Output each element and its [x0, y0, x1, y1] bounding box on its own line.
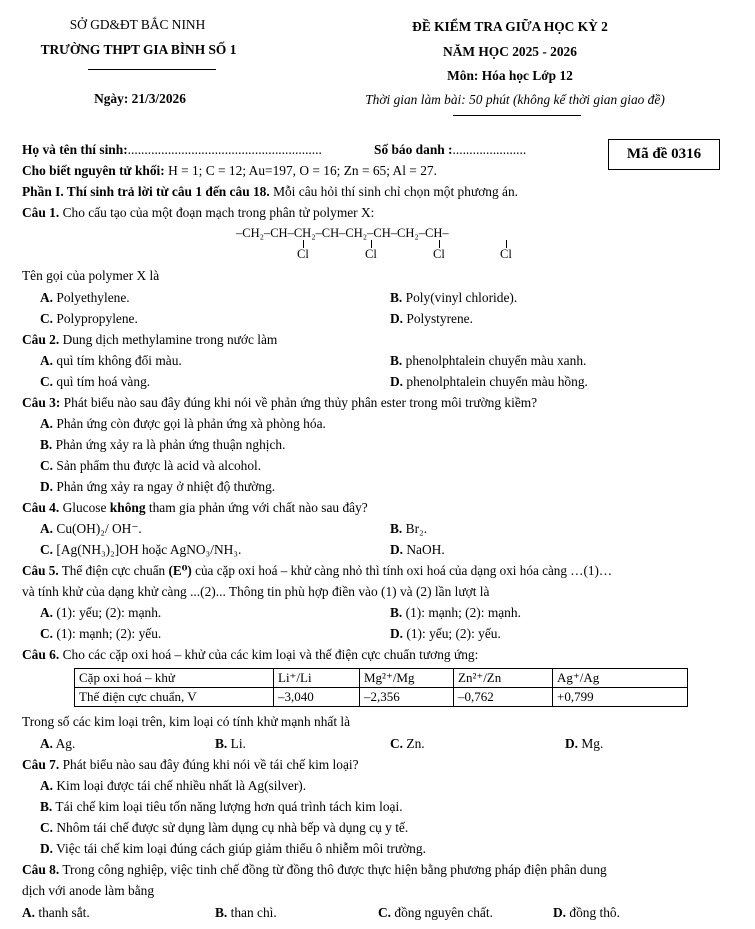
letter-c: C. [40, 458, 54, 473]
cl-2: Cl [365, 247, 377, 261]
q2-d-text: phenolphtalein chuyển màu hồng. [406, 374, 588, 389]
letter-a: A. [40, 290, 54, 305]
q5-stem [22, 563, 612, 578]
letter-c: C. [40, 820, 54, 835]
table-cell: Cặp oxi hoá – khử [75, 669, 274, 688]
q5-label: Câu 5. [22, 563, 59, 578]
q8-c-text: đồng nguyên chất. [394, 905, 493, 920]
letter-b: B. [390, 353, 403, 368]
cl-1: Cl [297, 247, 309, 261]
q1-b-text: Poly(vinyl chloride). [405, 290, 518, 305]
q3-option-c[interactable] [40, 458, 261, 473]
q5-option-c[interactable] [40, 626, 161, 641]
cl-4: Cl [500, 247, 512, 261]
q7-stem [22, 757, 359, 772]
table-row [75, 688, 688, 707]
letter-a: A. [40, 736, 54, 751]
q8-line2: dịch với anode làm bằng [22, 883, 155, 898]
time-underline [453, 115, 581, 116]
q4-option-c[interactable] [40, 542, 241, 557]
atomic-values: H = 1; C = 12; Au=197, O = 16; Zn = 65; Al = 27. [164, 163, 437, 178]
q8-d-text: đồng thô. [569, 905, 620, 920]
part1-label: Phần I. Thí sinh trả lời từ câu 1 đến câu 18. [22, 184, 270, 199]
q2-c-text: quì tím hoá vàng. [56, 374, 151, 389]
q4-option-a[interactable] [40, 521, 142, 536]
q1-stem [22, 205, 374, 220]
table-cell: Zn²⁺/Zn [454, 669, 553, 688]
q1-option-b[interactable] [390, 290, 517, 305]
letter-d: D. [565, 736, 579, 751]
table-cell: –0,762 [454, 688, 553, 707]
q6-d-text: Mg. [581, 736, 604, 751]
q8-stem [22, 862, 607, 877]
q7-a-text: Kim loại được tái chế nhiều nhất là Ag(silver). [56, 778, 307, 793]
q4-stem [22, 500, 368, 515]
q6-option-b[interactable] [215, 736, 246, 751]
q1-c-text: Polypropylene. [56, 311, 138, 326]
q7-d-text: Việc tái chế kim loại đúng cách giúp giảm thiểu ô nhiễm môi trường. [56, 841, 426, 856]
q7-option-b[interactable] [40, 799, 403, 814]
q5-line2: và tính khử của dạng khử càng ...(2)... Thông tin phù hợp điền vào (1) và (2) lần lượt là [22, 584, 490, 599]
letter-b: B. [390, 521, 403, 536]
q4-option-b[interactable] [390, 521, 427, 536]
q3-option-d[interactable] [40, 479, 275, 494]
sbd-line [374, 142, 526, 157]
q5-a-text: (1): yếu; (2): mạnh. [56, 605, 162, 620]
letter-d: D. [40, 479, 54, 494]
q8-option-c[interactable] [378, 905, 493, 920]
letter-c: C. [390, 736, 404, 751]
q2-option-d[interactable] [390, 374, 588, 389]
table-header-row [75, 669, 688, 688]
q1-label: Câu 1. [22, 205, 60, 220]
q1-option-d[interactable] [390, 311, 473, 326]
q8-option-d[interactable] [553, 905, 620, 920]
q5-option-b[interactable] [390, 605, 521, 620]
q6-text: Cho các cặp oxi hoá – khử của các kim loại và thế điện cực chuẩn tương ứng: [59, 647, 479, 662]
letter-c: C. [40, 542, 54, 557]
q7-label: Câu 7. [22, 757, 60, 772]
letter-d: D. [40, 841, 54, 856]
letter-a: A. [40, 605, 54, 620]
letter-d: D. [390, 311, 404, 326]
q1-a-text: Polyethylene. [56, 290, 130, 305]
letter-b: B. [40, 799, 53, 814]
table-cell: –2,356 [360, 688, 454, 707]
q7-text: Phát biểu nào sau đây đúng khi nói về tái chế kim loại? [59, 757, 359, 772]
q6-stem [22, 647, 478, 662]
q3-b-text: Phản ứng xảy ra là phản ứng thuận nghịch. [55, 437, 286, 452]
q3-c-text: Sản phẩm thu được là acid và alcohol. [56, 458, 262, 473]
q4-text-a: Glucose [59, 500, 110, 515]
q5-option-a[interactable] [40, 605, 161, 620]
q6-label: Câu 6. [22, 647, 60, 662]
letter-a: A. [40, 778, 54, 793]
q4-a-text: Cu(OH)₂/ OH⁻. [56, 521, 142, 536]
letter-c: C. [40, 374, 54, 389]
student-name-label: Họ và tên thí sinh: [22, 142, 128, 157]
q1-follow: Tên gọi của polymer X là [22, 268, 160, 283]
q1-d-text: Polystyrene. [406, 311, 473, 326]
table-cell: –3,040 [274, 688, 360, 707]
student-name-line [22, 142, 322, 157]
q2-option-c[interactable] [40, 374, 150, 389]
part1-text: Mỗi câu hỏi thí sinh chỉ chọn một phương án. [269, 184, 519, 199]
q5-text-b: (E⁰) [168, 563, 192, 578]
q5-d-text: (1): yếu; (2): yếu. [406, 626, 501, 641]
letter-a: A. [22, 905, 36, 920]
q3-label: Câu 3: [22, 395, 61, 410]
q3-a-text: Phản ứng còn được gọi là phản ứng xà phòng hóa. [56, 416, 326, 431]
school-year: NĂM HỌC 2025 - 2026 [443, 44, 577, 59]
q4-option-d[interactable] [390, 542, 445, 557]
dept-name: SỞ GD&ĐT BẮC NINH [69, 17, 206, 32]
subject: Môn: Hóa học Lớp 12 [447, 68, 573, 83]
q6-option-c[interactable] [390, 736, 425, 751]
q8-option-a[interactable] [22, 905, 90, 920]
q4-b-text: Br₂. [405, 521, 428, 536]
q2-b-text: phenolphtalein chuyển màu xanh. [405, 353, 587, 368]
potential-table [74, 668, 688, 707]
letter-c: C. [40, 311, 54, 326]
q4-c-text: [Ag(NH₃)₂]OH hoặc AgNO₃/NH₃. [56, 542, 242, 557]
q8-text: Trong công nghiệp, việc tinh chế đồng từ đồng thô được thực hiện bằng phương pháp điện phân dung [59, 862, 607, 877]
exam-title: ĐỀ KIỂM TRA GIỮA HỌC KỲ 2 [412, 19, 608, 34]
polymer-formula [236, 226, 536, 262]
cl-3: Cl [433, 247, 445, 261]
polymer-chain: –CH₂–CH–CH₂–CH–CH₂–CH–CH₂–CH– [236, 226, 449, 240]
q2-stem [22, 332, 277, 347]
letter-b: B. [390, 290, 403, 305]
letter-d: D. [390, 626, 404, 641]
q3-option-a[interactable] [40, 416, 326, 431]
q4-text-c: tham gia phản ứng với chất nào sau đây? [145, 500, 368, 515]
table-cell: Li⁺/Li [274, 669, 360, 688]
exam-date: Ngày: 21/3/2026 [94, 91, 186, 106]
letter-d: D. [390, 374, 404, 389]
atomic-mass-line [22, 163, 437, 178]
q1-option-a[interactable] [40, 290, 130, 305]
letter-a: A. [40, 521, 54, 536]
letter-b: B. [215, 736, 228, 751]
q1-option-c[interactable] [40, 311, 138, 326]
exam-code-box: Mã đề 0316 [608, 139, 720, 170]
table-cell: Mg²⁺/Mg [360, 669, 454, 688]
q5-option-d[interactable] [390, 626, 501, 641]
q8-label: Câu 8. [22, 862, 60, 877]
q5-c-text: (1): mạnh; (2): yếu. [56, 626, 162, 641]
q2-text: Dung dịch methylamine trong nước làm [59, 332, 278, 347]
q6-a-text: Ag. [55, 736, 76, 751]
table-cell: Thế điện cực chuẩn, V [75, 688, 274, 707]
letter-b: B. [390, 605, 403, 620]
letter-d: D. [390, 542, 404, 557]
q8-option-b[interactable] [215, 905, 277, 920]
q8-a-text: thanh sắt. [38, 905, 90, 920]
q7-option-c[interactable] [40, 820, 408, 835]
q6-option-a[interactable] [40, 736, 75, 751]
school-name: TRƯỜNG THPT GIA BÌNH SỐ 1 [40, 42, 237, 57]
q4-d-text: NaOH. [406, 542, 445, 557]
q6-option-d[interactable] [565, 736, 603, 751]
q6-follow: Trong số các kim loại trên, kim loại có tính khử mạnh nhất là [22, 714, 351, 729]
letter-b: B. [215, 905, 228, 920]
q1-text: Cho cấu tạo của một đoạn mạch trong phân tử polymer X: [59, 205, 375, 220]
letter-c: C. [40, 626, 54, 641]
exam-time: Thời gian làm bài: 50 phút (không kể thời gian giao đề) [365, 92, 665, 107]
q2-label: Câu 2. [22, 332, 60, 347]
atomic-label: Cho biết nguyên tử khối: [22, 163, 165, 178]
q8-b-text: than chì. [230, 905, 277, 920]
q7-b-text: Tái chế kim loại tiêu tốn năng lượng hơn quá trình tách kim loại. [55, 799, 403, 814]
q3-option-b[interactable] [40, 437, 285, 452]
q6-c-text: Zn. [406, 736, 425, 751]
q7-option-a[interactable] [40, 778, 306, 793]
q7-option-d[interactable] [40, 841, 426, 856]
q3-stem [22, 395, 537, 410]
q5-text-a: Thế điện cực chuẩn [58, 563, 169, 578]
q3-text: Phát biểu nào sau đây đúng khi nói về phản ứng thủy phân ester trong môi trường kiềm? [60, 395, 538, 410]
q5-text-c: của cặp oxi hoá – khử càng nhỏ thì tính oxi hoá của dạng oxi hóa càng …(1)… [191, 563, 613, 578]
q2-option-b[interactable] [390, 353, 586, 368]
sbd-label: Số báo danh : [374, 142, 453, 157]
q6-b-text: Li. [230, 736, 246, 751]
sbd-dots: ...................... [452, 142, 527, 157]
q2-option-a[interactable] [40, 353, 182, 368]
q4-label: Câu 4. [22, 500, 60, 515]
table-cell: +0,799 [553, 688, 688, 707]
letter-a: A. [40, 416, 54, 431]
q4-text-b: không [109, 500, 146, 515]
q2-a-text: quì tím không đổi màu. [56, 353, 182, 368]
q7-c-text: Nhôm tái chế được sử dụng làm dụng cụ nhà bếp và dụng cụ y tế. [56, 820, 409, 835]
q5-b-text: (1): mạnh; (2): mạnh. [405, 605, 521, 620]
letter-c: C. [378, 905, 392, 920]
letter-b: B. [40, 437, 53, 452]
q3-d-text: Phản ứng xảy ra ngay ở nhiệt độ thường. [56, 479, 276, 494]
letter-a: A. [40, 353, 54, 368]
school-underline [88, 69, 216, 70]
student-name-dots: .......................................................... [127, 142, 322, 157]
letter-d: D. [553, 905, 567, 920]
part1-heading [22, 184, 518, 199]
table-cell: Ag⁺/Ag [553, 669, 688, 688]
